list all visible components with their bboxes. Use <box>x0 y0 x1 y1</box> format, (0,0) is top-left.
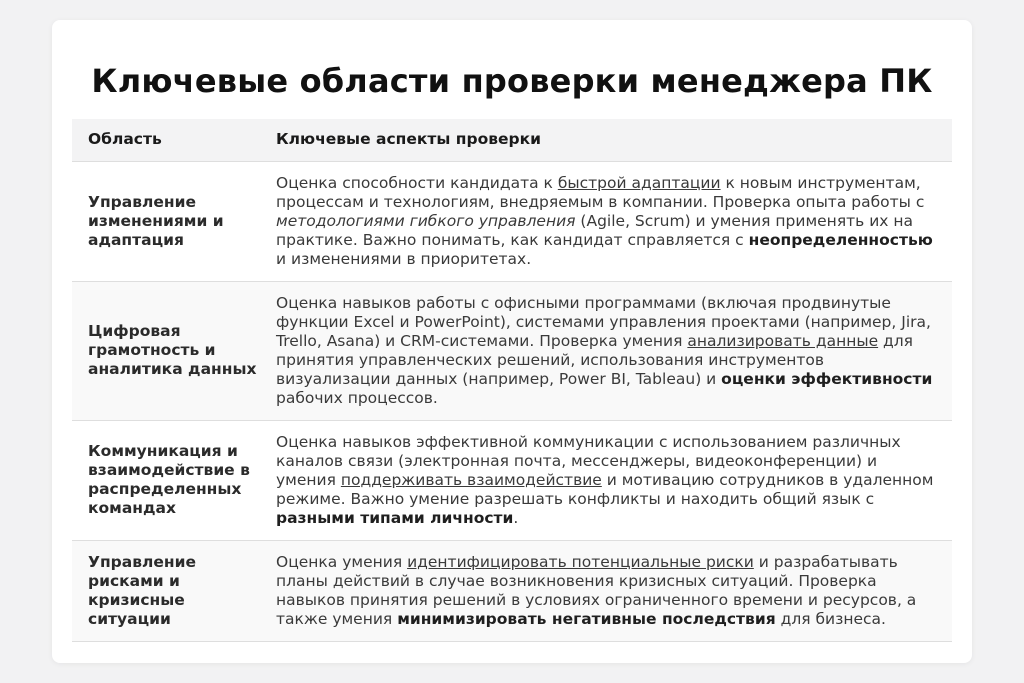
area-cell: Цифровая грамотность и аналитика данных <box>72 281 260 420</box>
page-title: Ключевые области проверки менеджера ПК <box>91 62 933 100</box>
italic-phrase: методологиями гибкого управления <box>276 211 576 230</box>
aspects-cell <box>260 540 952 641</box>
bold-phrase: неопределенностью <box>748 230 933 249</box>
underlined-phrase: анализировать данные <box>687 331 879 350</box>
table-row <box>72 420 952 540</box>
bold-phrase: оценки эффективности <box>721 369 933 388</box>
text-span: к новым инструментам, процессам и технологиям, внедряемым в компании. Проверка опыта работы с <box>276 173 925 211</box>
area-cell: Управление изменениями и адаптация <box>72 161 260 281</box>
text-span: Оценка навыков работы с офисными программами (включая продвинутые функции Excel и PowerPoint), системами управления проектами (например, Jira, Trello, Asana) и CRM-системами. Проверка умения <box>276 293 931 350</box>
text-span: и мотивацию сотрудников в удаленном режиме. Важно умение разрешать конфликты и находить общий язык с <box>276 470 934 508</box>
aspects-cell <box>260 161 952 281</box>
text-span: Оценка способности кандидата к <box>276 173 558 192</box>
table-row <box>72 540 952 641</box>
table-header-row <box>72 119 952 161</box>
text-span: рабочих процессов. <box>276 388 438 407</box>
underlined-phrase: идентифицировать потенциальные риски <box>407 552 754 571</box>
text-span: для принятия управленческих решений, использования инструментов визуализации данных (например, Power BI, Tableau) и <box>276 331 913 388</box>
text-span: и разрабатывать планы действий в случае возникновения кризисных ситуаций. Проверка навыков принятия решений в условиях ограниченного времени и ресурсов, а также умения <box>276 552 917 628</box>
table-row <box>72 161 952 281</box>
text-span: для бизнеса. <box>775 609 886 628</box>
text-span: Оценка умения <box>276 552 408 571</box>
area-cell: Коммуникация и взаимодействие в распределенных командах <box>72 420 260 540</box>
criteria-table <box>72 119 952 642</box>
underlined-phrase: быстрой адаптации <box>557 173 721 192</box>
table-row <box>72 281 952 420</box>
area-cell: Управление рисками и кризисные ситуации <box>72 540 260 641</box>
bold-phrase: разными типами личности <box>276 508 514 527</box>
aspects-cell <box>260 281 952 420</box>
text-span: (Agile, Scrum) и умения применять их на практике. Важно понимать, как кандидат справляется с <box>276 211 914 249</box>
text-span: . <box>513 508 519 527</box>
underlined-phrase: поддерживать взаимодействие <box>340 470 602 489</box>
aspects-cell <box>260 420 952 540</box>
header-aspects: Ключевые аспекты проверки <box>260 119 952 161</box>
content-card <box>52 20 972 663</box>
text-span: Оценка навыков эффективной коммуникации с использованием различных каналов связи (электронная почта, мессенджеры, видеоконференции) и умения <box>276 432 901 489</box>
bold-phrase: минимизировать негативные последствия <box>397 609 776 628</box>
header-area: Область <box>72 119 260 161</box>
text-span: и изменениями в приоритетах. <box>276 249 532 268</box>
